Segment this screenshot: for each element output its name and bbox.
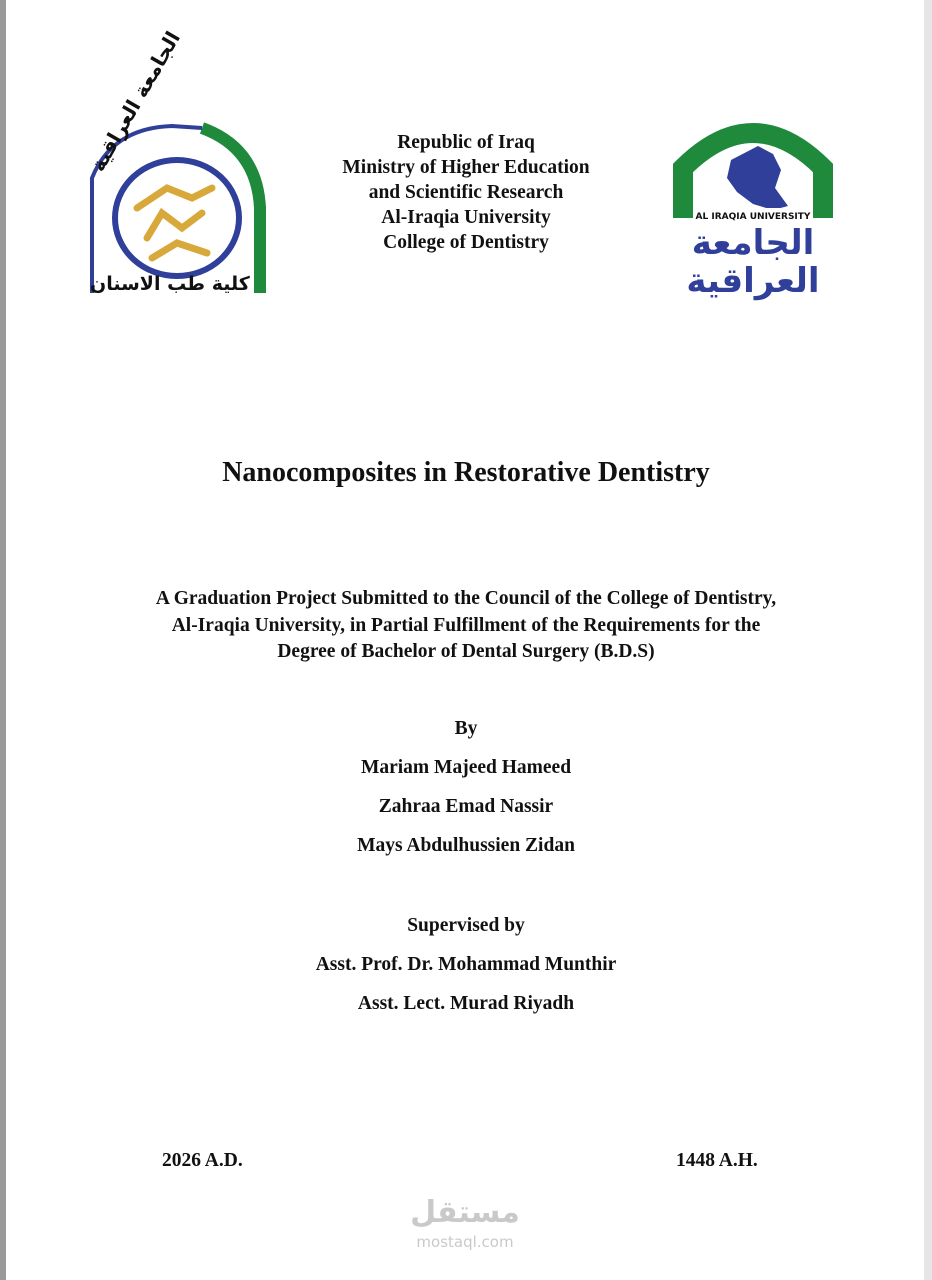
project-description xyxy=(0,586,932,666)
logo-left-bottom-text: كلية طب الاسنان xyxy=(90,273,250,295)
author-name: Mays Abdulhussien Zidan xyxy=(357,835,575,856)
supervisor-name: Asst. Lect. Murad Riyadh xyxy=(357,993,575,1014)
institution-header xyxy=(0,130,932,255)
mostaql-watermark xyxy=(400,1195,530,1255)
logo-right-english-text: AL IRAQIA UNIVERSITY xyxy=(695,212,811,222)
description-line: Al-Iraqia University, in Partial Fulfillment of the Requirements for the xyxy=(171,614,761,636)
header-line: and Scientific Research xyxy=(368,182,564,203)
header-line: College of Dentistry xyxy=(383,232,549,253)
gregorian-year: 2026 A.D. xyxy=(162,1150,243,1171)
header-line: Ministry of Higher Education xyxy=(342,157,590,178)
supervisor-name: Asst. Prof. Dr. Mohammad Munthir xyxy=(315,954,617,975)
watermark-arabic: مستقل xyxy=(410,1195,520,1230)
logo-left-arc-text: الجامعة العراقية xyxy=(85,27,186,176)
hijri-year: 1448 A.H. xyxy=(676,1150,758,1171)
supervisors-label: Supervised by xyxy=(407,915,525,936)
document-title: Nanocomposites in Restorative Dentistry xyxy=(222,457,710,488)
header-line: Al-Iraqia University xyxy=(381,207,551,228)
logo-right-arabic-line2: العراقية xyxy=(686,261,820,301)
watermark-latin: mostaql.com xyxy=(416,1233,514,1251)
author-name: Mariam Majeed Hameed xyxy=(360,757,572,778)
authors-label: By xyxy=(454,718,478,739)
author-name: Zahraa Emad Nassir xyxy=(378,796,554,817)
header-line: Republic of Iraq xyxy=(397,132,535,153)
logo-right-arabic-line1: الجامعة xyxy=(691,223,815,263)
description-line: A Graduation Project Submitted to the Council of the College of Dentistry, xyxy=(155,588,777,609)
description-line: Degree of Bachelor of Dental Surgery (B.D.S) xyxy=(277,641,655,662)
